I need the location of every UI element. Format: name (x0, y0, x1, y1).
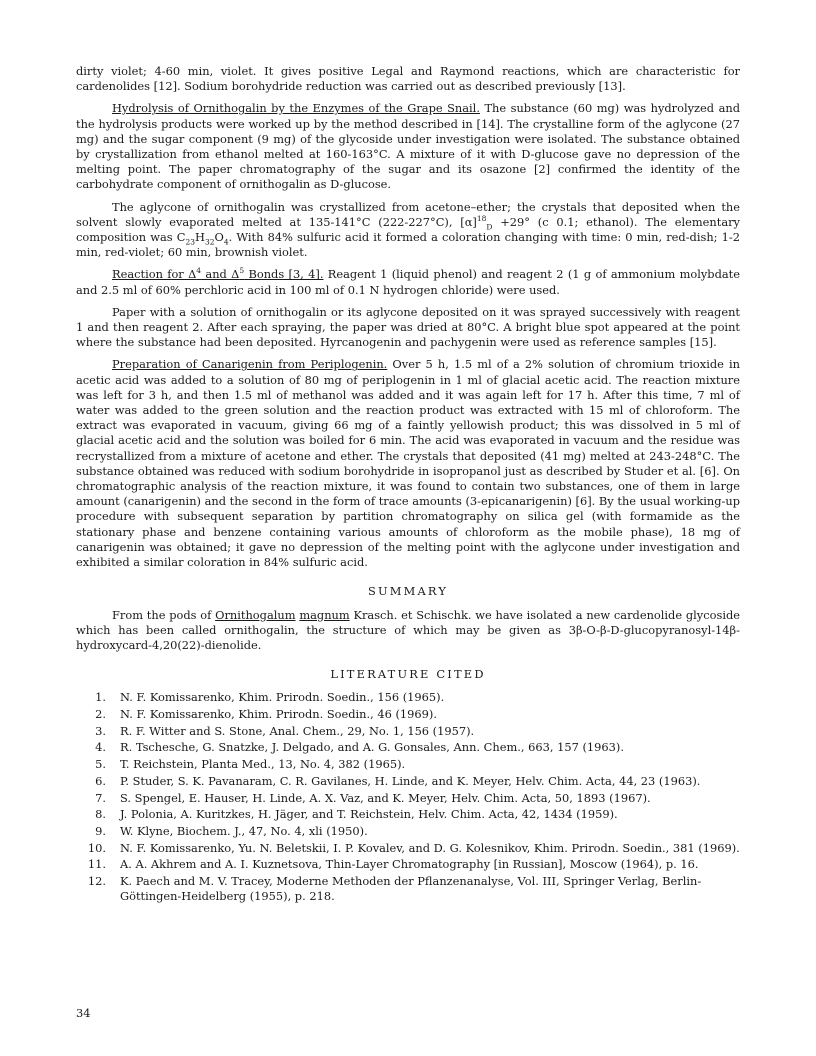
formula-subscript: 23 (185, 237, 196, 247)
species-name: magnum (299, 607, 350, 622)
heading-text: Reaction for Δ (112, 267, 197, 282)
formula-element: O (214, 230, 224, 245)
reference-item (76, 757, 740, 772)
reference-number: 9. (95, 823, 106, 838)
formula-subscript: 4 (223, 237, 229, 247)
section-heading-canarigenin: Preparation of Canarigenin from Periplogenin. (112, 357, 388, 372)
genus-name: Ornithogalum (215, 607, 296, 622)
subscript-d-line: D (486, 222, 493, 232)
reference-number: 8. (95, 807, 106, 822)
paragraph-text: The aglycone of ornithogalin was crystallized from acetone–ether; the crystals that deposited when the solvent slowly evaporated melted at 135-141°C (222-227°C), [α] (76, 199, 740, 229)
summary-text: From the pods of (112, 607, 216, 622)
superscript-temperature: 18 (476, 214, 487, 224)
heading-text: Bonds [3, 4]. (244, 267, 324, 282)
reference-text: R. F. Witter and S. Stone, Anal. Chem., 29, No. 1, 156 (1957). (120, 723, 475, 738)
reference-text: J. Polonia, A. Kuritzkes, H. Jäger, and T. Reichstein, Helv. Chim. Acta, 42, 1434 (1959). (120, 807, 618, 822)
reference-item (76, 841, 740, 856)
section-heading-hydrolysis: Hydrolysis of Ornithogalin by the Enzymes of the Grape Snail. (112, 101, 480, 116)
reference-text: W. Klyne, Biochem. J., 47, No. 4, xli (1950). (120, 823, 368, 838)
reference-text: N. F. Komissarenko, Khim. Prirodn. Soedin., 156 (1965). (120, 690, 445, 705)
summary-paragraph (76, 608, 740, 654)
formula-subscript: 32 (204, 237, 215, 247)
reference-number: 11. (87, 857, 106, 872)
reference-item (76, 740, 740, 755)
reference-item (76, 874, 740, 904)
reference-item (76, 774, 740, 789)
reference-number: 4. (95, 740, 106, 755)
article-body (76, 64, 740, 906)
reference-number: 5. (95, 757, 106, 772)
paragraph-text: The substance (60 mg) was hydrolyzed and the hydrolysis products were worked up by the method described in [14]. The crystalline form of the aglycone (27 mg) and the sugar component (9 mg) of the glycoside under investigation were isolated. The substance obtained by crystallization from ethanol melted at 160-163°C. A mixture of it with D-glucose gave no depression of the melting point. The paper chromatography of the sugar and its osazone [2] confirmed the identity of the carbohydrate component of ornithogalin as D-glucose. (76, 101, 741, 192)
reference-number: 10. (87, 840, 106, 855)
paragraph-text: Over 5 h, 1.5 ml of a 2% solution of chromium trioxide in acetic acid was added to a solution of 80 mg of periplogenin in 1 ml of glacial acetic acid. The reaction mixture was left for 3 h, and then 1.5 ml of methanol was added and it was again left for 17 h. After this time, 7 ml of water was added to the green solution and the reaction product was extracted with 15 ml of chloroform. The extract was evaporated in vacuum, giving 66 mg of a faintly yellowish product; this was dissolved in 5 ml of glacial acetic acid and the solution was boiled for 6 min. The acid was evaporated in vacuum and the residue was recrystallized from a mixture of acetone and ether. The crystals that deposited (41 mg) melted at 243-248°C. The substance obtained was reduced with sodium borohydride in isopropanol just as described by Studer et al. [6]. On chromatographic analysis of the reaction mixture, it was found to contain two substances, one of them in large amount (canarigenin) and the second in the form of trace amounts (3-epicanarigenin) [6]. By the usual working-up procedure with subsequent separation by partition chromatography on silica gel (with formamide as the stationary phase and benzene containing various amounts of chloroform as the mobile phase), 18 mg of canarigenin was obtained; it gave no depression of the melting point with the aglycone under investigation and exhibited a similar coloration in 84% sulfuric acid. (76, 357, 740, 570)
reference-number: 12. (87, 874, 106, 889)
reference-item (76, 807, 740, 822)
heading-text: and Δ (201, 267, 240, 282)
reference-text: R. Tschesche, G. Snatzke, J. Delgado, and A. G. Gonsales, Ann. Chem., 663, 157 (1963). (120, 740, 624, 755)
reference-item (76, 824, 740, 839)
formula-element: H (195, 230, 205, 245)
reference-item (76, 791, 740, 806)
reference-number: 2. (95, 707, 106, 722)
reference-item (76, 857, 740, 872)
paragraph-hydrolysis (76, 101, 740, 192)
reference-number: 6. (95, 773, 106, 788)
reference-text: N. F. Komissarenko, Khim. Prirodn. Soedin., 46 (1969). (120, 707, 437, 722)
reference-item (76, 724, 740, 739)
paragraph-canarigenin (76, 357, 740, 570)
page-number: 34 (76, 1006, 91, 1020)
paragraph-paper-test (76, 305, 740, 351)
reference-text: P. Studer, S. K. Pavanaram, C. R. Gavilanes, H. Linde, and K. Meyer, Helv. Chim. Acta, 44, 23 (1963). (120, 773, 701, 788)
reference-text: K. Paech and M. V. Tracey, Moderne Methoden der Pflanzenanalyse, Vol. III, Springer Verlag, Berlin-Göttingen-Heidelberg (1955), p. 218. (120, 874, 702, 904)
reference-list (76, 690, 740, 904)
paragraph-aglycone (76, 200, 740, 261)
paragraph-text: Reagent 1 (liquid phenol) and reagent 2 (1 g of ammonium molybdate and 2.5 ml of 60% perchloric acid in 100 ml of 0.1 N hydrogen chloride) were used. (76, 267, 741, 297)
superscript-4: 4 (196, 266, 202, 276)
summary-title: SUMMARY (367, 584, 449, 599)
reference-item (76, 707, 740, 722)
paragraph-text: . With 84% sulfuric acid it formed a coloration changing with time: 0 min, red-dish; 1-2 min, red-violet; 60 min, brownish violet. (76, 230, 740, 260)
superscript-5: 5 (239, 266, 245, 276)
paragraph-continuation (76, 64, 740, 94)
paragraph-text: +29° (c 0.1; ethanol). The elementary composition was C (76, 214, 740, 245)
summary-text: Krasch. et Schischk. we have isolated a new cardenolide glycoside which has been called ornithogalin, the structure of which may be given as 3β-O-β-D-glucopyranosyl-14β-hydroxycard-4,20(22)-dienolide. (76, 607, 740, 652)
reference-text: N. F. Komissarenko, Yu. N. Beletskii, I. P. Kovalev, and D. G. Kolesnikov, Khim. Prirodn. Soedin., 381 (1969). (120, 840, 740, 855)
literature-title: LITERATURE CITED (330, 667, 486, 682)
reference-text: T. Reichstein, Planta Med., 13, No. 4, 382 (1965). (120, 757, 406, 772)
paragraph-reaction (76, 267, 740, 297)
paragraph-text: Paper with a solution of ornithogalin or its aglycone deposited on it was sprayed successively with reagent 1 and then reagent 2. After each spraying, the paper was dried at 80°C. A bright blue spot appeared at the point where the substance had been deposited. Hyrcanogenin and pachygenin were used as reference samples [15]. (76, 304, 740, 350)
reference-item (76, 690, 740, 705)
reference-number: 7. (95, 790, 106, 805)
reference-number: 3. (95, 723, 106, 738)
section-heading-reaction (112, 267, 323, 281)
reference-text: S. Spengel, E. Hauser, H. Linde, A. X. Vaz, and K. Meyer, Helv. Chim. Acta, 50, 1893 (1967). (120, 790, 651, 805)
reference-text: A. A. Akhrem and A. I. Kuznetsova, Thin-Layer Chromatography [in Russian], Moscow (1964), p. 16. (120, 857, 699, 872)
paragraph-text: dirty violet; 4-60 min, violet. It gives positive Legal and Raymond reactions, which are characteristic for cardenolides [12]. Sodium borohydride reduction was carried out as described previously [13]. (76, 64, 740, 94)
reference-number: 1. (95, 690, 106, 705)
